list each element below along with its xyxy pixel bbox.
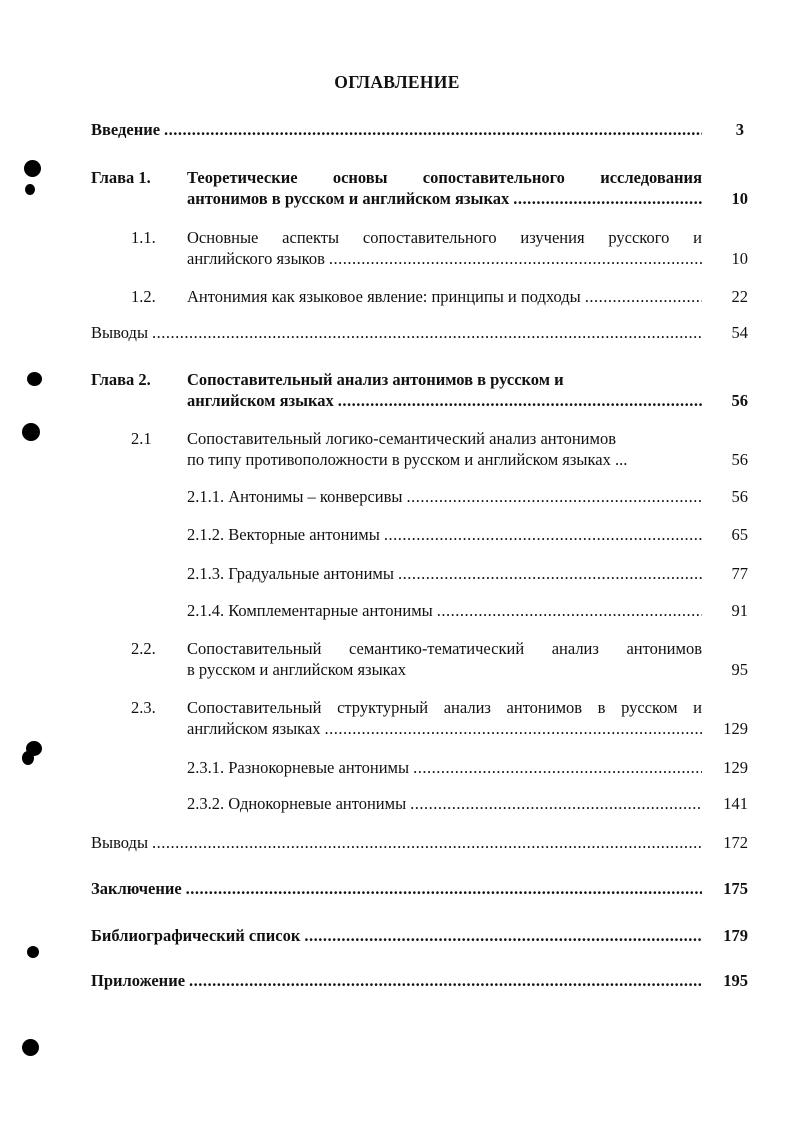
toc-page-number: 91 [731, 601, 748, 620]
toc-title-line-1: Сопоставительный логико-семантический анализ антонимов [187, 429, 616, 448]
dot-leader [325, 719, 702, 739]
dot-leader [189, 971, 702, 991]
toc-title-line-2: английском языках [187, 391, 334, 410]
toc-title-line-1: Сопоставительный семантико-тематический анализ антонимов [187, 639, 702, 658]
toc-title-line-1: Теоретические основы сопоставительного исследования [187, 168, 702, 187]
toc-title-line-1: Сопоставительный структурный анализ антонимов в русском и [187, 698, 702, 717]
punch-hole [27, 946, 39, 958]
dot-leader [406, 487, 702, 507]
toc-section-number: 2.1 [131, 429, 152, 448]
toc-page-number: 195 [723, 971, 748, 990]
toc-chapter-number: Глава 1. [91, 168, 151, 187]
toc-section-number: 1.1. [131, 228, 156, 247]
toc-page-number: 56 [731, 450, 748, 469]
toc-title: Антонимия как языковое явление: принципы и подходы [187, 287, 581, 306]
dot-leader [585, 287, 702, 307]
toc-page-number: 129 [723, 758, 748, 777]
toc-page-number: 56 [731, 487, 748, 506]
toc-page-number: 10 [731, 249, 748, 268]
toc-section-number: 1.2. [131, 287, 156, 306]
toc-page-number: 77 [731, 564, 748, 583]
toc-section-number: 2.2. [131, 639, 156, 658]
toc-section-number: 2.3. [131, 698, 156, 717]
dot-leader [384, 525, 702, 545]
punch-hole [22, 751, 34, 765]
toc-label: Заключение [91, 879, 182, 898]
toc-page-number: 54 [731, 323, 748, 342]
toc-page-number: 56 [731, 391, 748, 410]
toc-page-number: 95 [731, 660, 748, 679]
punch-hole [25, 184, 35, 195]
punch-hole [24, 160, 41, 177]
dot-leader [413, 758, 702, 778]
toc-label: Введение [91, 120, 161, 139]
punch-hole [22, 1039, 39, 1056]
toc-page-number: 3 [735, 120, 744, 139]
toc-title-line-2: в русском и английском языках [187, 660, 406, 679]
punch-hole [27, 372, 42, 386]
dot-leader [164, 120, 702, 140]
toc-title-line-2: английском языках [187, 719, 321, 738]
toc-page-number: 129 [723, 719, 748, 738]
toc-page-number: 172 [723, 833, 748, 852]
toc-chapter-number: Глава 2. [91, 370, 151, 389]
toc-page-number: 22 [731, 287, 748, 306]
dot-leader [152, 323, 702, 343]
toc-title: 2.1.1. Антонимы – конверсивы [187, 487, 403, 506]
toc-title: 2.1.3. Градуальные антонимы [187, 564, 394, 583]
dot-leader [410, 794, 702, 814]
toc-page-number: 10 [731, 189, 748, 208]
toc-page-number: 141 [723, 794, 748, 813]
dot-leader [513, 189, 702, 209]
dot-leader [329, 249, 702, 269]
toc-title-line-2: антонимов в русском и английском языках [187, 189, 510, 208]
dot-leader [338, 391, 702, 411]
dot-leader [152, 833, 702, 853]
toc-title: 2.3.1. Разнокорневые антонимы [187, 758, 410, 777]
punch-hole [22, 423, 40, 441]
toc-title-line-2: по типу противоположности в русском и английском языках ... [187, 450, 628, 469]
toc-title: 2.1.2. Векторные антонимы [187, 525, 380, 544]
toc-title: 2.1.4. Комплементарные антонимы [187, 601, 433, 620]
toc-page-number: 65 [731, 525, 748, 544]
toc-label: Приложение [91, 971, 186, 990]
toc-label: Выводы [91, 833, 149, 852]
toc-title-line-2: английского языков [187, 249, 325, 268]
toc-title-line-1: Сопоставительный анализ антонимов в русском и [187, 370, 564, 389]
toc-title: 2.3.2. Однокорневые антонимы [187, 794, 407, 813]
toc-label: Выводы [91, 323, 149, 342]
toc-page-number: 179 [723, 926, 748, 945]
dot-leader [304, 926, 702, 946]
toc-title-line-1: Основные аспекты сопоставительного изучения русского и [187, 228, 702, 247]
page-title: ОГЛАВЛЕНИЕ [334, 72, 460, 92]
dot-leader [437, 601, 702, 621]
dot-leader [186, 879, 702, 899]
toc-page-number: 175 [723, 879, 748, 898]
toc-label: Библиографический список [91, 926, 301, 945]
dot-leader [398, 564, 702, 584]
